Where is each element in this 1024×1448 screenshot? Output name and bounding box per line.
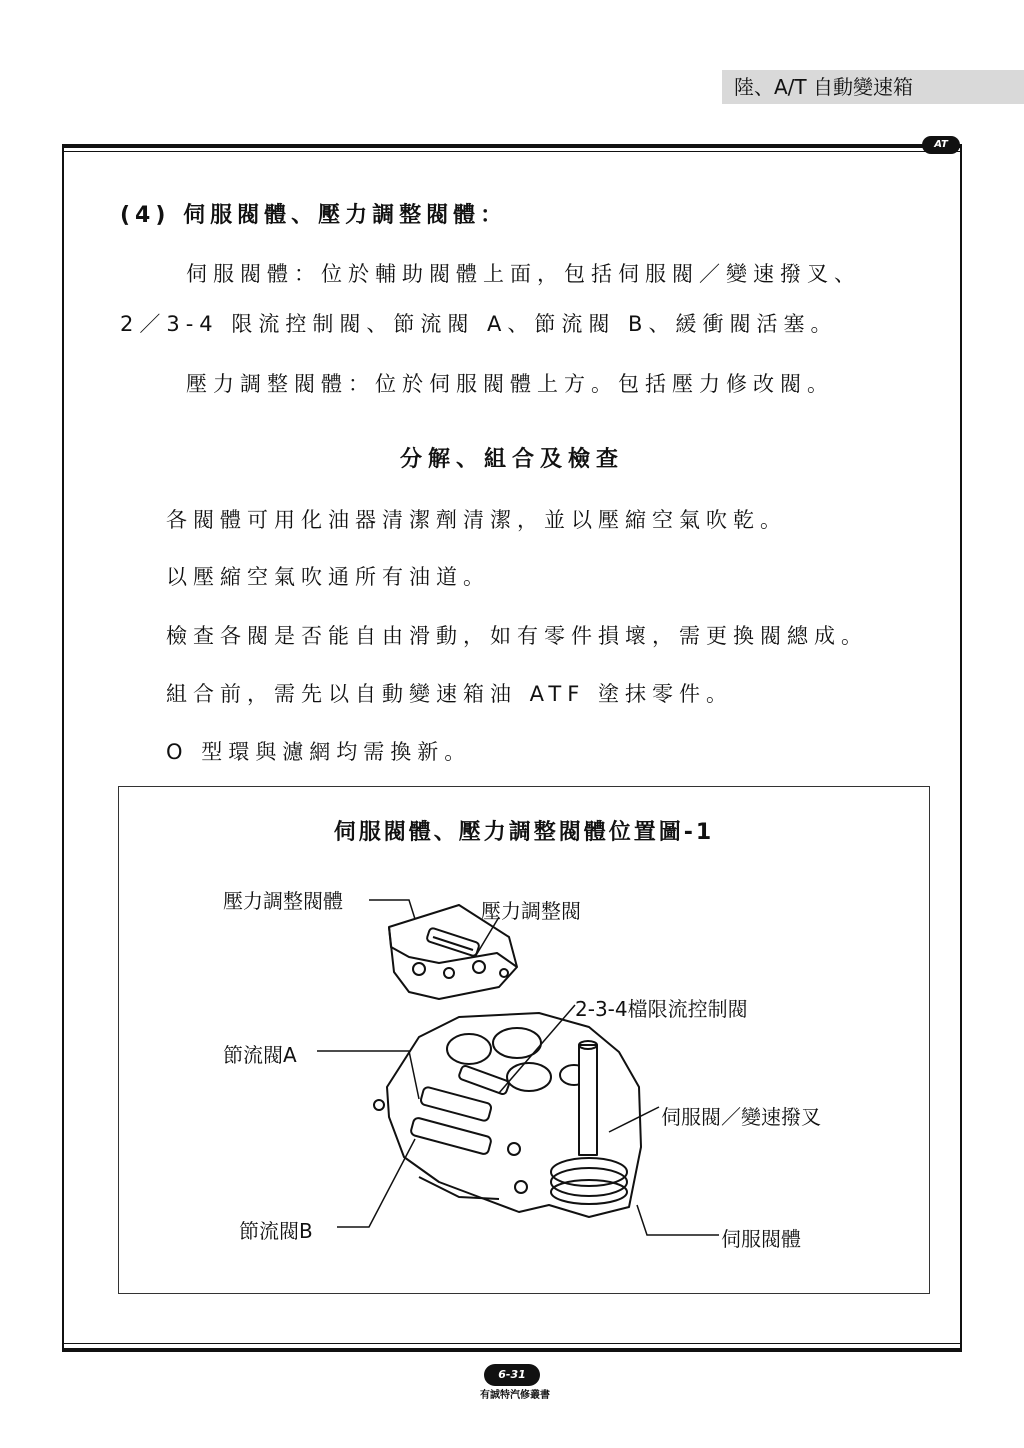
label-limit-valve: 2-3-4檔限流控制閥 xyxy=(575,997,748,1021)
procedure-step: 檢查各閥是否能自由滑動，如有零件損壞，需更換閥總成。 xyxy=(166,624,868,648)
at-logo: AT xyxy=(922,136,960,154)
frame-bottom-rule xyxy=(62,1343,962,1344)
procedure-step: 以壓縮空氣吹通所有油道。 xyxy=(166,565,490,589)
procedure-step: 各閥體可用化油器清潔劑清潔，並以壓縮空氣吹乾。 xyxy=(166,508,787,532)
para1-line1: 伺服閥體：位於輔助閥體上面，包括伺服閥／變速撥叉、 xyxy=(186,262,861,286)
chapter-header: 陸、A/T 自動變速箱 xyxy=(722,70,1024,104)
frame-top-rule xyxy=(62,151,962,152)
page-number: 6-31 xyxy=(484,1364,540,1386)
procedure-step: 組合前，需先以自動變速箱油 ATF 塗抹零件。 xyxy=(166,682,733,706)
label-throttle-a: 節流閥A xyxy=(223,1043,297,1067)
label-servo-fork: 伺服閥／變速撥叉 xyxy=(661,1105,821,1129)
publisher-name: 有誠特汽修叢書 xyxy=(480,1390,550,1401)
section-heading: (4) 伺服閥體、壓力調整閥體： xyxy=(120,203,508,228)
para1-line2: 2／3-4 限流控制閥、節流閥 A、節流閥 B、緩衝閥活塞。 xyxy=(120,312,838,336)
label-pressure-valve: 壓力調整閥 xyxy=(481,899,581,923)
label-throttle-b: 節流閥B xyxy=(239,1219,313,1243)
para2: 壓力調整閥體：位於伺服閥體上方。包括壓力修改閥。 xyxy=(186,372,834,396)
procedure-title: 分解、組合及檢查 xyxy=(399,447,624,472)
figure-box xyxy=(118,786,930,1294)
procedure-step: O 型環與濾網均需換新。 xyxy=(166,740,472,764)
label-pressure-body: 壓力調整閥體 xyxy=(223,889,343,913)
figure-title: 伺服閥體、壓力調整閥體位置圖-1 xyxy=(333,820,715,845)
label-servo-body: 伺服閥體 xyxy=(721,1227,801,1251)
